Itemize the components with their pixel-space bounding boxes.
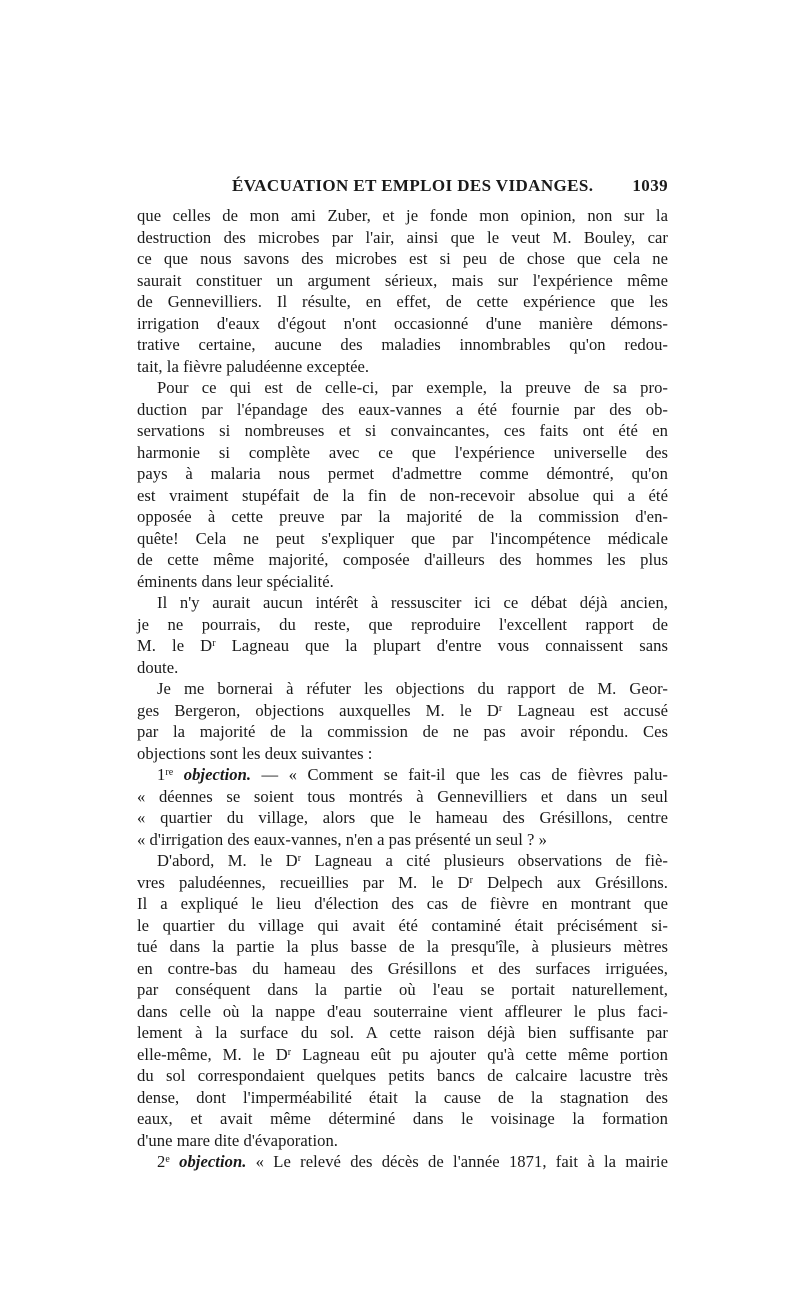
objection-number: 1 (157, 765, 166, 784)
text-line: tué dans la partie la plus basse de la presqu'île, à plusieurs mètres (137, 937, 668, 956)
text-line: objections sont les deux suivantes : (137, 743, 373, 763)
text-line: dense, dont l'imperméabilité était la cause de la stagnation des (137, 1087, 668, 1107)
superscript: re (165, 767, 174, 778)
objection-heading: objection. (173, 765, 252, 784)
text-line: en contre-bas du hameau des Grésillons et des surfaces irriguées, (137, 958, 668, 978)
text-fragment: Delpech aux Grésillons. (472, 872, 668, 892)
text-line: eaux, et avait même déterminé dans le voisinage la formation (137, 1109, 668, 1128)
text-line: harmonie si complète avec ce que l'expérience universelle des (137, 442, 668, 462)
text-line: du sol correspondaient quelques petits bancs de calcaire lacustre très (137, 1066, 668, 1085)
text-line (137, 850, 668, 872)
text-fragment: « Le relevé des décès de l'année 1871, fait à la mairie (246, 1152, 668, 1171)
objection-line (137, 764, 668, 786)
text-line: opposée à cette preuve par la majorité de la commission d'en- (137, 507, 668, 526)
text-line: Il a expliqué le lieu d'élection des cas de fièvre en montrant que (137, 894, 668, 913)
text-fragment: M. le D (137, 636, 213, 655)
quote-line: « déennes se soient tous montrés à Gennevilliers et dans un seul (137, 786, 668, 806)
text-line: doute. (137, 657, 179, 677)
body-text (137, 205, 668, 1173)
text-line: pays à malaria nous permet d'admettre comme démontré, qu'on (137, 464, 668, 483)
objection-heading: objection. (169, 1152, 247, 1171)
text-line: servations si nombreuses et si convaincantes, ces faits ont été en (137, 421, 668, 440)
text-line: éminents dans leur spécialité. (137, 571, 334, 591)
text-line (137, 1044, 668, 1066)
text-line: lement à la surface du sol. A cette raison déjà bien suffisante par (137, 1023, 668, 1042)
text-fragment: elle-même, M. le D (137, 1044, 288, 1064)
text-fragment: — « Comment se fait-il que les cas de fièvres palu- (251, 765, 668, 784)
superscript: r (212, 638, 216, 649)
text-line: destruction des microbes par l'air, ainsi que le veut M. Bouley, car (137, 227, 668, 247)
text-line: je ne pourrais, du reste, que reproduire l'excellent rapport de (137, 614, 668, 634)
text-fragment: Lagneau eût pu ajouter qu'à cette même portion (291, 1044, 668, 1064)
text-fragment: ges Bergeron, objections auxquelles M. le D (137, 700, 499, 720)
running-head (138, 176, 668, 200)
text-fragment: D'abord, M. le D (157, 851, 298, 870)
text-line: tait, la fièvre paludéenne exceptée. (137, 356, 370, 376)
superscript: r (469, 874, 473, 886)
text-line (137, 700, 668, 722)
text-line (137, 635, 668, 657)
objection-number: 2 (157, 1152, 166, 1171)
text-line: quête! Cela ne peut s'expliquer que par l'incompétence médicale (137, 528, 668, 548)
text-line: que celles de mon ami Zuber, et je fonde mon opinion, non sur la (137, 206, 668, 225)
text-line: dans celle où la nappe d'eau souterraine vient affleurer le plus faci- (137, 1001, 668, 1021)
objection-line (137, 1151, 668, 1173)
superscript: r (498, 702, 503, 714)
text-line: ce que nous savons des microbes est si peu de chose que cela ne (137, 249, 668, 268)
text-fragment: vres paludéennes, recueillies par M. le D (137, 872, 470, 892)
text-line: Pour ce qui est de celle-ci, par exemple, la preuve de sa pro- (157, 378, 668, 397)
text-line: d'une mare dite d'évaporation. (137, 1130, 338, 1150)
superscript: e (165, 1154, 170, 1165)
text-fragment: Lagneau est accusé (502, 700, 668, 720)
running-title: ÉVACUATION ET EMPLOI DES VIDANGES. (232, 176, 594, 195)
text-line: saurait constituer un argument sérieux, mais sur l'expérience même (137, 270, 668, 290)
quote-line: « quartier du village, alors que le hameau des Grésillons, centre (137, 808, 668, 827)
text-line: trative certaine, aucune des maladies innombrables qu'on redou- (137, 335, 668, 354)
text-line: duction par l'épandage des eaux-vannes a été fournie par des ob- (137, 399, 668, 419)
superscript: r (287, 1046, 292, 1058)
text-fragment: Lagneau a cité plusieurs observations de fiè- (301, 851, 668, 870)
text-line: Il n'y aurait aucun intérêt à ressusciter ici ce débat déjà ancien, (157, 593, 668, 612)
page-number: 1039 (632, 176, 668, 195)
text-line: le quartier du village qui avait été contaminé était précisément si- (137, 915, 668, 935)
text-line: de Gennevilliers. Il résulte, en effet, de cette expérience que les (137, 292, 668, 311)
text-line: est vraiment stupéfait de la fin de non-recevoir absolue qui a été (137, 485, 668, 505)
text-line: Je me bornerai à réfuter les objections du rapport de M. Geor- (157, 679, 668, 698)
quote-line: « d'irrigation des eaux-vannes, n'en a pas présenté un seul ? » (137, 829, 548, 849)
text-line: par conséquent dans la partie où l'eau se portait naturellement, (137, 980, 668, 999)
text-fragment: Lagneau que la plupart d'entre vous connaissent sans (215, 636, 668, 655)
text-line: de cette même majorité, composée d'ailleurs des hommes les plus (137, 550, 668, 569)
text-line (137, 872, 668, 894)
text-line: irrigation d'eaux d'égout n'ont occasionné d'une manière démons- (137, 313, 668, 333)
superscript: r (297, 853, 302, 864)
text-line: par la majorité de la commission de ne pas avoir répondu. Ces (137, 722, 668, 741)
